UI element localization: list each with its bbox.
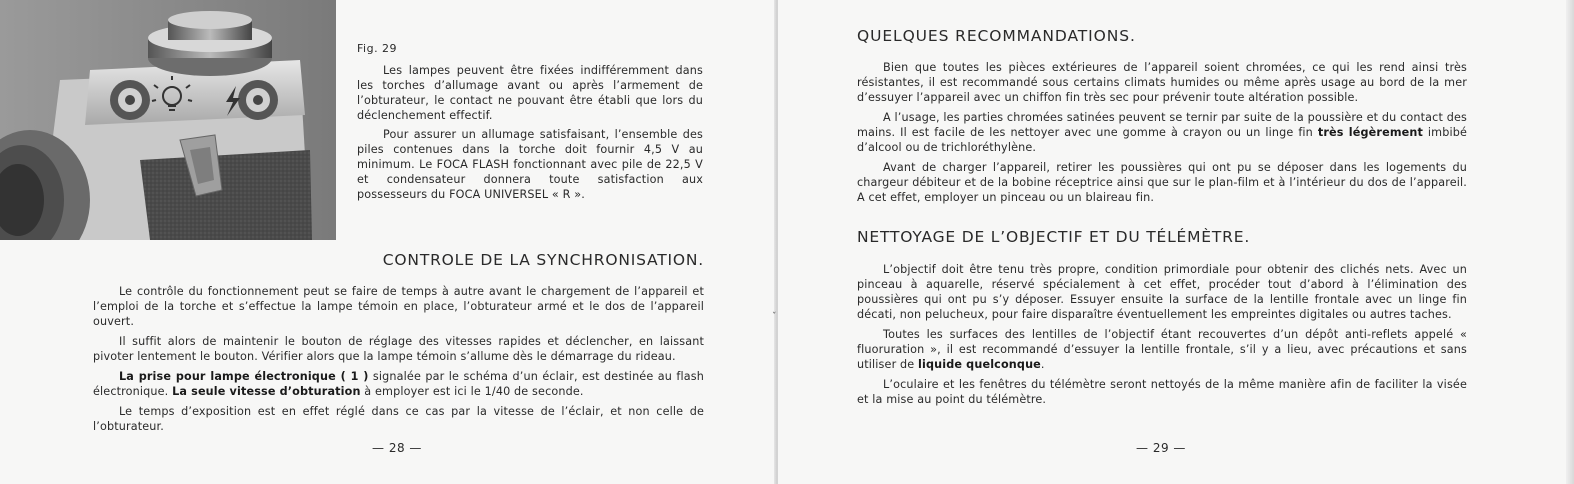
sync-paragraph-1: Le contrôle du fonctionnement peut se faire de temps à autre avant le chargement de l’appareil et l’emploi de la torche et s’effectue la lampe témoin en place, l’obturateur armé et le dos de l’appareil ouvert. bbox=[93, 285, 704, 328]
sync-paragraph-2: Il suffit alors de maintenir le bouton de réglage des vitesses rapides et déclencher, en laissant pivoter lentement le bouton. Vérifier alors que la lampe témoin s’allume dès le démarrage du rideau. bbox=[93, 335, 704, 363]
camera-photo bbox=[0, 0, 336, 240]
net-paragraph-1: L’objectif doit être tenu très propre, condition primordiale pour obtenir des clichés nets. Avec un pinceau à aquarelle, réservé spécialement à cet effet, procéder tout d’abord à l’élimination des poussières qui ont pu s’y déposer. Essuyer ensuite la surface de la lentille frontale avec un linge fin décati, non pelucheux, pour faire disparaître éventuellement les empreintes digitales ou autres taches. bbox=[857, 263, 1467, 321]
page-number-right: — 29 — bbox=[1136, 441, 1186, 455]
bold-liquide-quelconque: liquide quelconque bbox=[918, 358, 1041, 371]
reco-paragraph-1: Bien que toutes les pièces extérieures de l’appareil soient chromées, ce qui les rend ainsi très résistantes, il est recommandé sous certains climats humides ou même après usage au bord de la mer d’essuyer l’appareil avec un chiffon fin très sec pour prévenir toute altération possible. bbox=[857, 61, 1467, 104]
sync-heading: CONTROLE DE LA SYNCHRONISATION. bbox=[382, 251, 704, 269]
reco-paragraph-3: Avant de charger l’appareil, retirer les poussières qui ont pu se déposer dans les logements du chargeur débiteur et de la bobine réceptrice ainsi que sur le plan-film et à l’intérieur du dos de l’appareil. A cet effet, employer un pinceau ou un blaireau fin. bbox=[857, 161, 1467, 204]
sync-paragraph-3 bbox=[93, 369, 704, 399]
figure-paragraph-2: Pour assurer un allumage satisfaisant, l’ensemble des piles contenues dans la torche doit fournir 4,5 V au minimum. Le FOCA FLASH fonctionnant avec pile de 22,5 V et condensateur donnera toute satisfaction aux possesseurs du FOCA UNIVERSEL « R ». bbox=[357, 128, 703, 201]
net-paragraph-3: L’oculaire et les fenêtres du télémètre seront nettoyés de la même manière afin de faciliter la visée et la mise au point du télémètre. bbox=[857, 378, 1467, 406]
sync-p3-text1: signalée par le schéma d’un éclair, est destinée au flash électronique. bbox=[93, 370, 704, 398]
net-paragraph-2 bbox=[857, 327, 1467, 372]
page-28 bbox=[0, 0, 776, 484]
cleaning-heading: NETTOYAGE DE L’OBJECTIF ET DU TÉLÉMÈTRE. bbox=[857, 228, 1251, 246]
bold-tres-legerement: très légèrement bbox=[1317, 126, 1423, 139]
camera-illustration bbox=[0, 0, 336, 240]
bold-electronic-socket: La prise pour lampe électronique ( 1 ) bbox=[119, 370, 369, 383]
recommendations-heading: QUELQUES RECOMMANDATIONS. bbox=[857, 27, 1136, 45]
cleaning-section bbox=[857, 262, 1467, 412]
sync-paragraph-4: Le temps d’exposition est en effet réglé dans ce cas par la vitesse de l’éclair, et non celle de l’obturateur. bbox=[93, 405, 704, 433]
bold-shutter-speed: La seule vitesse d’obturation bbox=[172, 385, 361, 398]
figure-caption bbox=[357, 63, 703, 206]
page-edge bbox=[1566, 0, 1574, 484]
sync-section bbox=[93, 284, 704, 439]
gutter-mark: ˇ bbox=[772, 312, 777, 322]
sync-p3-text2: à employer est ici le 1/40 de seconde. bbox=[360, 385, 584, 398]
net-p2-text2: . bbox=[1040, 358, 1045, 371]
figure-label: Fig. 29 bbox=[357, 42, 398, 55]
net-p2-text1: Toutes les surfaces des lentilles de l’objectif étant recouvertes d’un dépôt anti-reflets appelé « fluoruration », il est recommandé d’essuyer la lentille frontale, s’il y a lieu, avec précautions et sans utiliser de bbox=[857, 328, 1467, 371]
reco-paragraph-2 bbox=[857, 110, 1467, 155]
figure-paragraph-1: Les lampes peuvent être fixées indifféremment dans les torches d’allumage avant ou après l’armement de l’obturateur, le contact ne pouvant être établi que lors du déclenchement effectif. bbox=[357, 64, 703, 122]
reco-p2-text2: imbibé d’alcool ou de trichloréthylène. bbox=[857, 126, 1467, 154]
page-number-left: — 28 — bbox=[372, 441, 422, 455]
reco-p2-text1: A l’usage, les parties chromées satinées peuvent se ternir par suite de la poussière et du contact des mains. Il est facile de les nettoyer avec une gomme à crayon ou un linge fin bbox=[857, 111, 1467, 139]
recommendations-section bbox=[857, 60, 1467, 210]
